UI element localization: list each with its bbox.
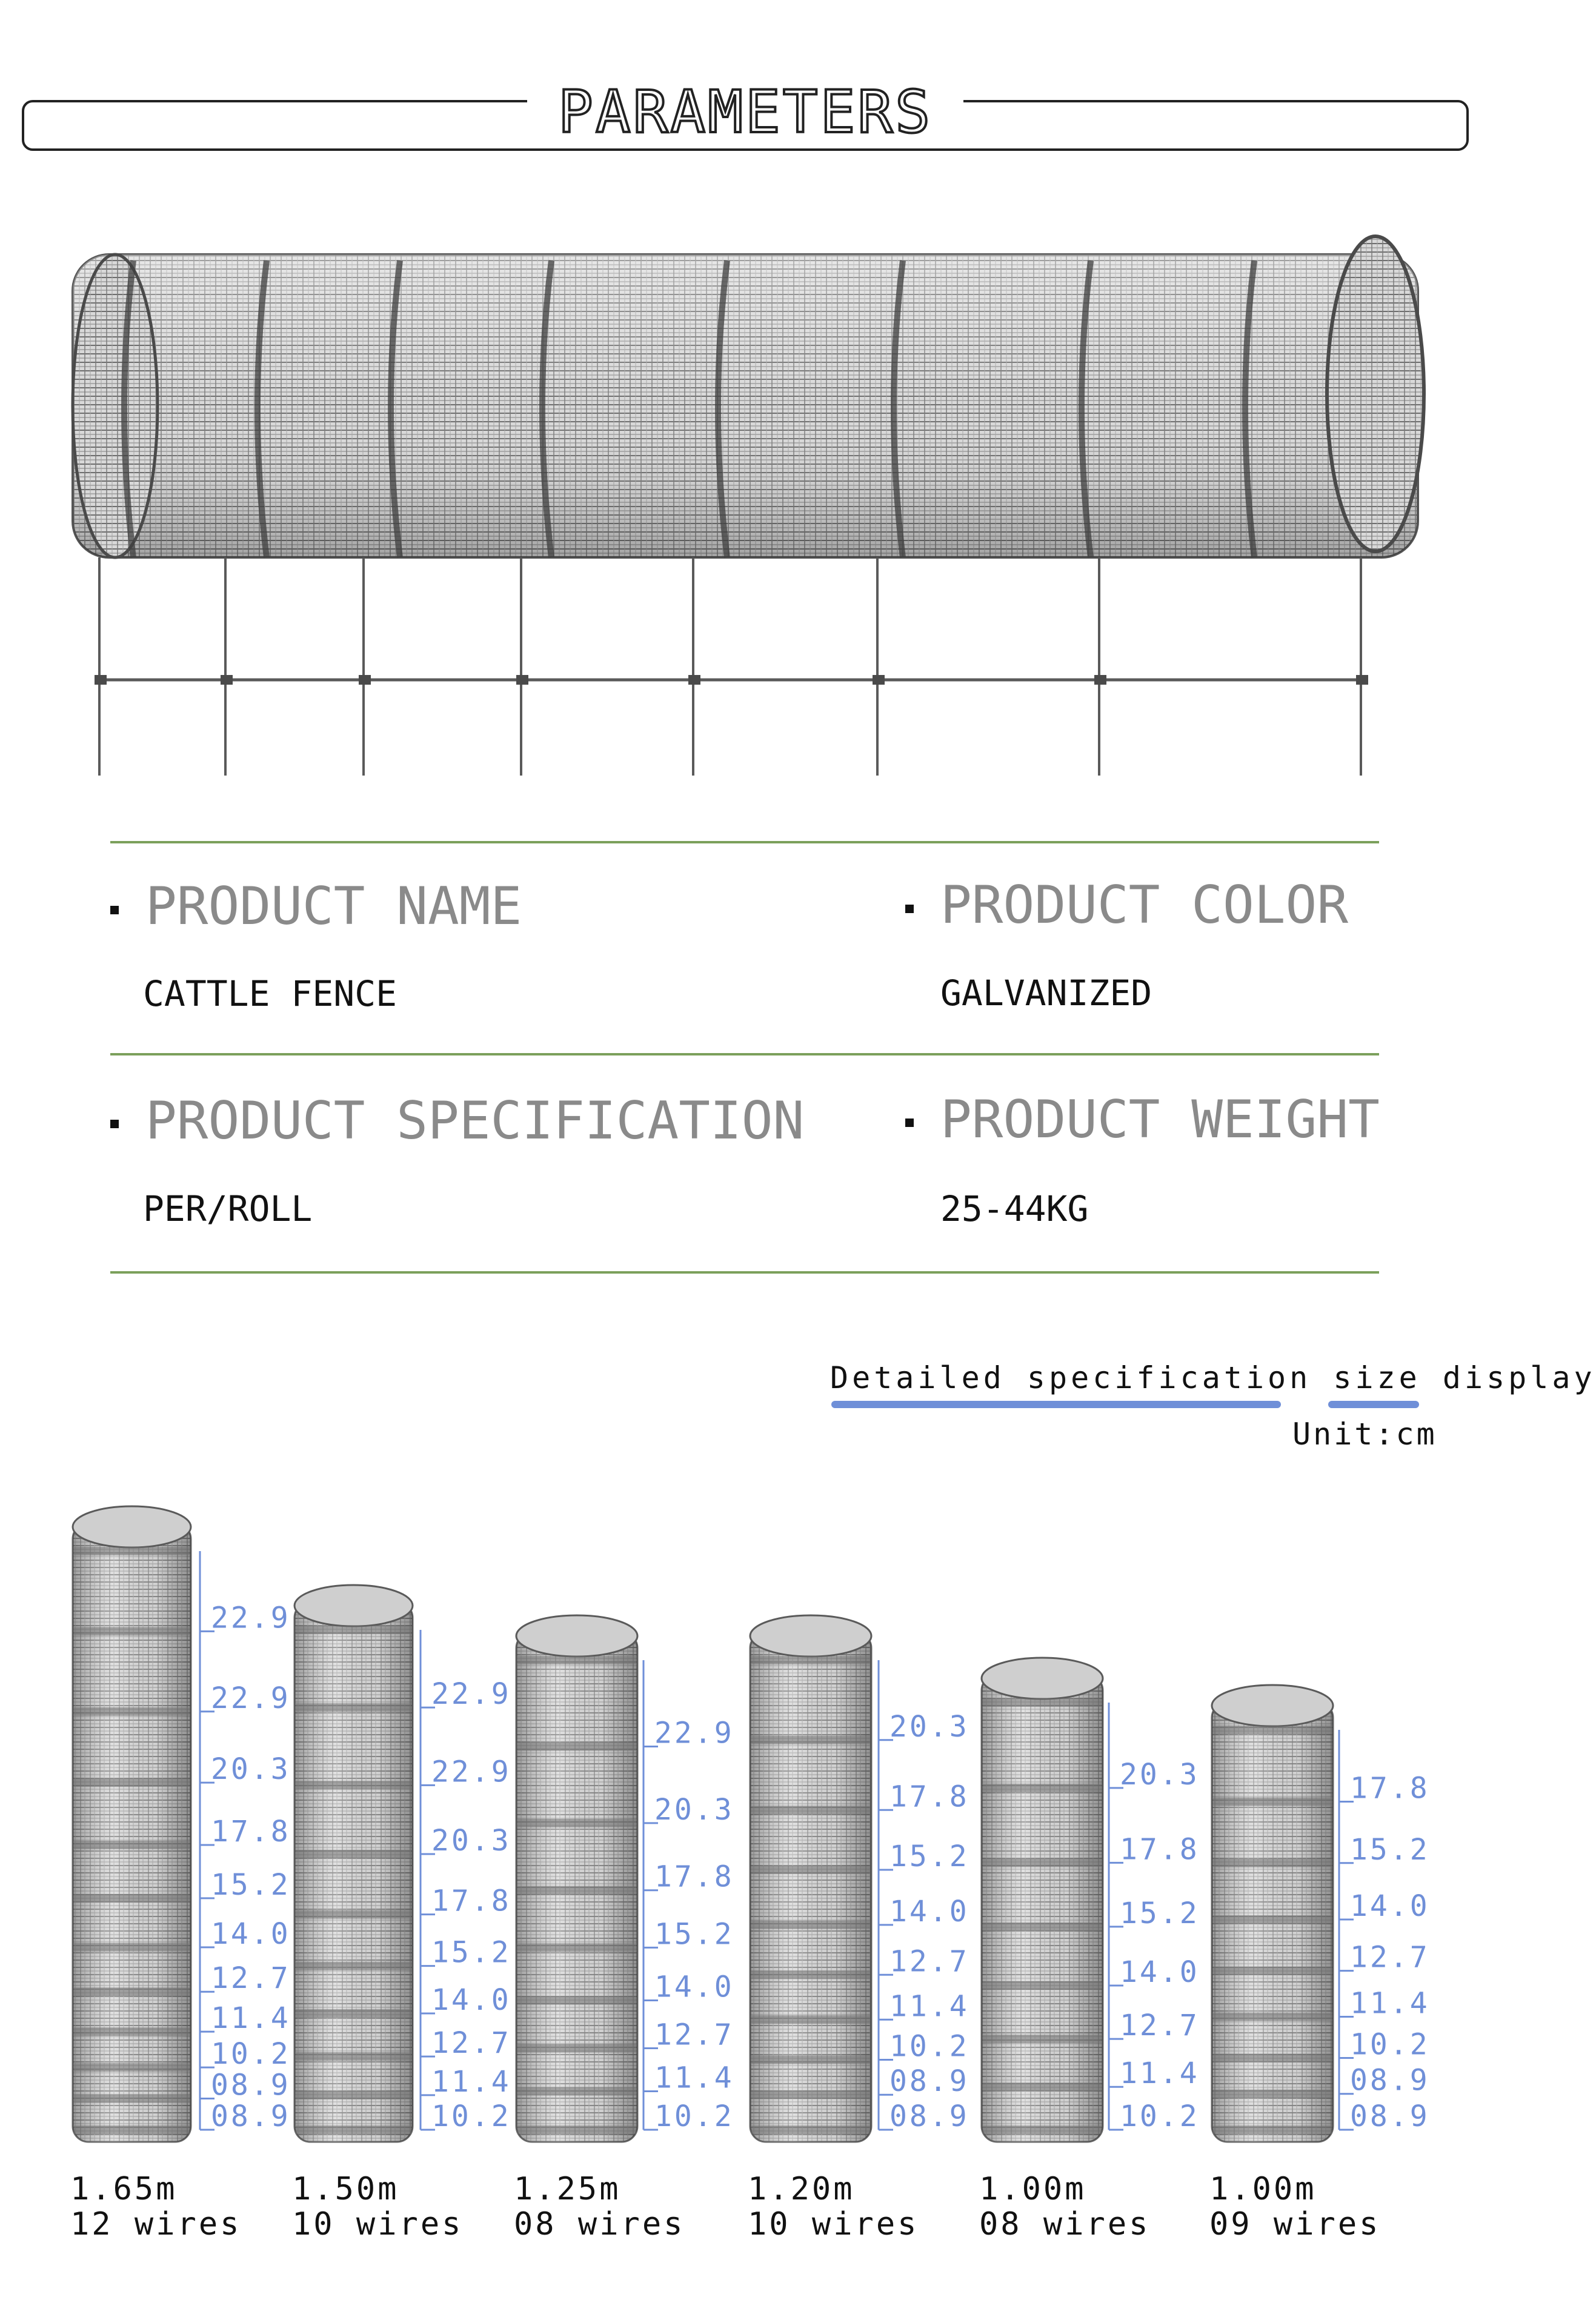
spec-underline-short [1328,1401,1419,1408]
product-specification-label: PRODUCT SPECIFICATION [145,1091,805,1151]
fence-roll-image [61,242,1454,788]
spacing-label: 20.3 [431,1823,511,1858]
spacing-label: 11.4 [654,2061,734,2095]
line-wire [296,1703,411,1712]
spacing-label: 12.7 [1350,1940,1430,1975]
fence-roll [70,1506,291,2242]
spacing-label: 17.8 [211,1815,291,1849]
product-weight-label: PRODUCT WEIGHT [940,1089,1380,1150]
roll-shading [73,1523,191,2142]
spec-underline [831,1401,1281,1408]
roll-height: 1.00m [1209,2171,1317,2207]
line-wire [1213,1915,1332,1924]
spacing-label: 11.4 [1120,2056,1200,2091]
spacing-label: 20.3 [889,1709,969,1744]
line-wire [517,1886,636,1895]
line-wire [517,1656,636,1664]
spacing-label: 15.2 [431,1935,511,1970]
spacing-label: 17.8 [1120,1832,1200,1867]
roll-top [294,1585,413,1626]
line-wire [1213,1726,1332,1734]
line-wire [74,1778,190,1787]
line-wire [517,1996,636,2004]
line-wire [1213,1967,1332,1975]
line-wire [751,2015,870,2024]
roll-height: 1.20m [748,2171,855,2207]
spacing-label: 17.8 [1350,1771,1430,1806]
spacing-label: 10.2 [654,2099,734,2133]
line-wire [1213,2090,1332,2098]
line-wire [296,1962,411,1970]
line-wire [751,2126,870,2134]
line-wire [1213,1798,1332,1806]
spacing-label: 12.7 [431,2026,511,2061]
info-rule-top [110,841,1379,843]
spacing-label: 22.9 [211,1681,291,1715]
spacing-label: 08.9 [889,2064,969,2099]
line-wire [74,1943,190,1952]
line-wire [983,1784,1102,1792]
fence-roll [292,1585,511,2242]
product-color-value: GALVANIZED [940,972,1152,1014]
line-wire [74,1627,190,1635]
line-wire [517,2126,636,2134]
spacing-label: 10.2 [211,2037,291,2072]
roll-wires: 08 wires [514,2206,685,2242]
line-wire [296,1850,411,1858]
line-wire [751,2090,870,2099]
line-wire [751,1866,870,1874]
line-wire [983,1858,1102,1867]
roll-top [982,1658,1103,1699]
roll-wires: 08 wires [979,2206,1151,2242]
line-wire [296,1626,411,1634]
spacing-label: 15.2 [889,1839,969,1873]
line-wire [983,1698,1102,1707]
line-wire [983,1981,1102,1990]
spacing-label: 11.4 [889,1989,969,2024]
spacing-label: 14.0 [1120,1955,1200,1989]
spacing-label: 20.3 [654,1792,734,1827]
spacing-label: 20.3 [211,1752,291,1787]
spacing-label: 10.2 [1120,2099,1200,2133]
line-wire [296,2009,411,2018]
bullet-icon [905,1118,914,1127]
line-wire [74,2126,190,2134]
line-wire [74,1894,190,1903]
spacing-label: 17.8 [654,1860,734,1894]
fence-roll [979,1658,1200,2242]
line-wire [74,2027,190,2036]
line-wire [751,1970,870,1979]
spacing-label: 14.0 [889,1894,969,1929]
line-wire [751,1806,870,1814]
line-wire [517,2044,636,2053]
line-wire [983,2126,1102,2134]
line-wire [296,1781,411,1789]
line-wire [1213,2013,1332,2021]
bullet-icon [110,906,119,914]
roll-height: 1.50m [292,2171,399,2207]
spacing-label: 11.4 [431,2064,511,2099]
spacing-label: 15.2 [1350,1832,1430,1867]
spacing-label: 12.7 [211,1961,291,1996]
product-name-label: PRODUCT NAME [145,876,522,937]
line-wire [74,2063,190,2072]
product-weight-value: 25-44KG [940,1188,1089,1229]
spacing-label: 11.4 [211,2001,291,2036]
line-wire [983,2035,1102,2043]
roll-shading [294,1602,413,2142]
line-wire [296,2052,411,2061]
info-rule-mid [110,1053,1379,1055]
line-wire [751,1656,870,1664]
line-wire [1213,1859,1332,1867]
spacing-label: 08.9 [1350,2099,1430,2133]
spacing-label: 10.2 [1350,2027,1430,2062]
rolls-diagram [0,1478,1503,2320]
spacing-label: 20.3 [1120,1757,1200,1792]
spacing-label: 12.7 [1120,2009,1200,2043]
spacing-label: 15.2 [211,1867,291,1902]
fence-roll [748,1615,969,2242]
roll-top [1212,1685,1333,1726]
roll-top [73,1506,191,1547]
line-wire [983,1923,1102,1931]
line-wire [517,1819,636,1827]
product-name-value: CATTLE FENCE [143,973,397,1014]
line-wire [517,1943,636,1952]
line-wire [517,2087,636,2096]
roll-height: 1.25m [514,2171,621,2207]
spacing-label: 10.2 [431,2099,511,2133]
roll-height: 1.00m [979,2171,1086,2207]
spacing-label: 14.0 [654,1970,734,2004]
fence-roll [1209,1685,1430,2242]
roll-height: 1.65m [70,2171,178,2207]
roll-shading [982,1675,1103,2142]
roll-top [516,1615,637,1657]
roll-wires: 12 wires [70,2206,242,2242]
spacing-label: 15.2 [654,1917,734,1952]
spacing-label: 15.2 [1120,1896,1200,1930]
line-wire [74,1707,190,1716]
line-wire [74,1841,190,1849]
roll-wires: 10 wires [292,2206,464,2242]
line-wire [1213,2126,1332,2134]
spacing-label: 17.8 [889,1780,969,1814]
line-wire [1213,2053,1332,2062]
roll-top [750,1615,871,1657]
spec-unit: Unit:cm [1292,1417,1437,1452]
spacing-label: 08.9 [211,2099,291,2133]
bullet-icon [110,1120,119,1128]
line-wire [296,1910,411,1919]
product-color-label: PRODUCT COLOR [940,875,1349,936]
fence-roll [514,1615,734,2242]
line-wire [296,2126,411,2134]
spacing-label: 22.9 [211,1601,291,1635]
line-wire [74,2095,190,2103]
product-specification-value: PER/ROLL [143,1188,313,1229]
spacing-label: 12.7 [889,1944,969,1979]
line-wire [751,1921,870,1929]
line-wire [517,1743,636,1751]
line-wire [74,1987,190,1996]
bullet-icon [905,905,914,913]
line-wire [74,1547,190,1555]
page-title: PARAMETERS [558,78,933,146]
spacing-label: 22.9 [654,1716,734,1750]
line-wire [983,2082,1102,2091]
spacing-label: 14.0 [1350,1889,1430,1924]
spacing-label: 22.9 [431,1755,511,1789]
spacing-label: 22.9 [431,1677,511,1712]
spacing-label: 08.9 [1350,2063,1430,2098]
roll-shading [750,1632,871,2142]
spacing-label: 14.0 [211,1916,291,1951]
spec-title: Detailed specification size display [830,1360,1596,1395]
info-rule-bottom [110,1271,1379,1274]
line-wire [751,1736,870,1744]
spacing-label: 10.2 [889,2029,969,2064]
line-wire [751,2055,870,2064]
spacing-label: 11.4 [1350,1986,1430,2021]
spacing-label: 12.7 [654,2018,734,2052]
spacing-label: 17.8 [431,1884,511,1918]
spacing-label: 14.0 [431,1983,511,2018]
line-wire [296,2091,411,2099]
roll-wires: 10 wires [748,2206,919,2242]
roll-wires: 09 wires [1209,2206,1381,2242]
spacing-label: 08.9 [889,2099,969,2133]
spacing-label: 08.9 [211,2068,291,2102]
